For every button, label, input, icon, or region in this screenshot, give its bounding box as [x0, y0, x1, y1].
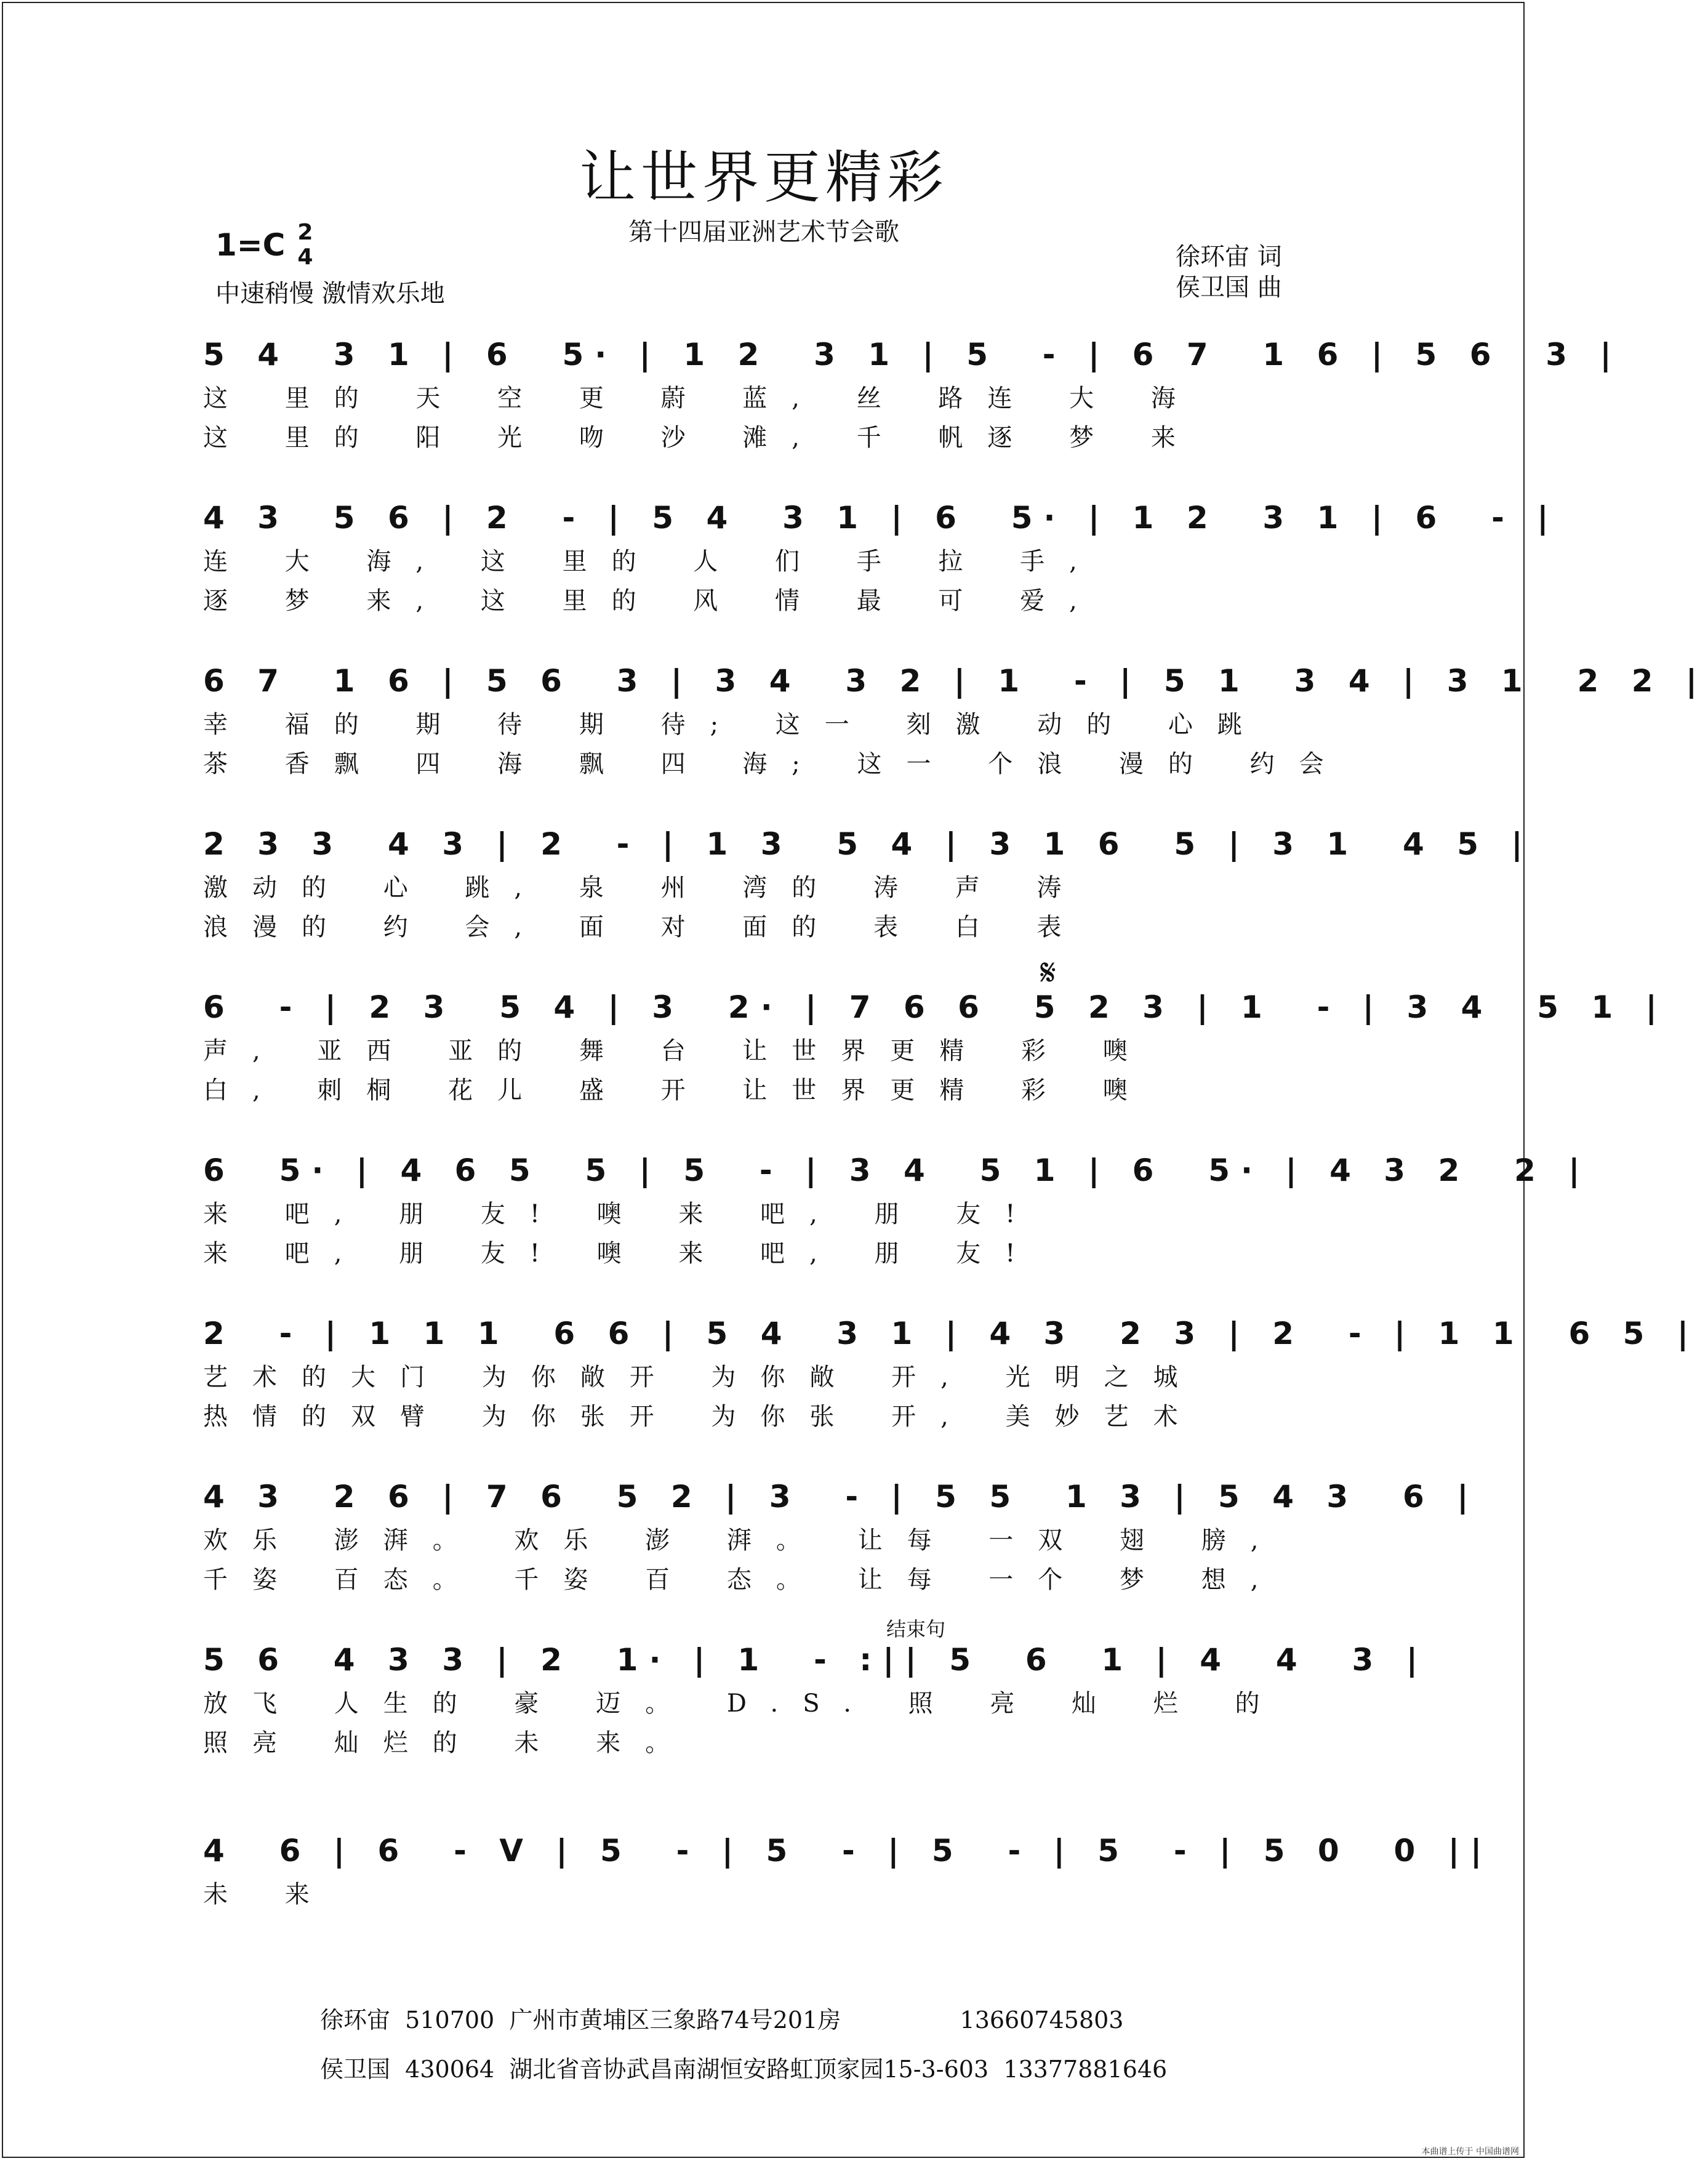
- key-label: 1=C: [215, 227, 286, 263]
- score-system: [203, 1453, 1480, 1600]
- notation-line: 5 4 3 1 | 6 5· | 1 2 3 1 | 5 - | 6 7 1 6 | 5 6 3 |: [203, 337, 1622, 372]
- credits: [1176, 241, 1282, 303]
- contact-lyricist: 徐环宙 510700 广州市黄埔区三象路74号201房 13660745803: [320, 2006, 1124, 2034]
- lyric-verse-1: 欢乐 澎湃。 欢乐 澎 湃。 让每 一双 翅 膀,: [203, 1526, 1283, 1555]
- lyric-verse-2: 浪漫的 约 会, 面 对 面的 表 白 表: [203, 913, 1086, 941]
- lyric-verse-1: 幸 福的 期 待 期 待; 这一 刻激 动的 心跳: [203, 710, 1267, 739]
- lyric-verse-2: 照亮 灿烂的 未 来。: [203, 1729, 695, 1757]
- score-system: [203, 1290, 1700, 1436]
- lyric-verse-2: 这 里的 阳 光 吻 沙 滩, 千 帆逐 梦 来: [203, 424, 1200, 452]
- time-bottom: 4: [297, 244, 313, 270]
- notation-line: 6 7 1 6 | 5 6 3 | 3 4 3 2 | 1 - | 5 1 3 4 | 3 1 2 2 |: [203, 663, 1708, 699]
- notation-line: 4 6 | 6 - V | 5 - | 5 - | 5 - | 5 - | 5 0 0 ||: [203, 1833, 1493, 1869]
- score-system: [203, 1127, 1591, 1273]
- dal-segno-sign: 𝄋: [1040, 951, 1056, 994]
- lyric-verse-2: 热情的双臂 为你张开 为你张 开, 美妙艺术: [203, 1402, 1203, 1431]
- key-signature: [215, 220, 313, 270]
- footer-watermark: 本曲谱上传于 中国曲谱网: [1421, 2147, 1519, 2157]
- lyricist: 徐环宙 词: [1176, 243, 1282, 271]
- time-top: 2: [297, 220, 313, 245]
- lyric-verse-2: 千姿 百态。 千姿 百 态。 让每 一个 梦 想,: [203, 1566, 1283, 1594]
- lyric-verse-2: 来 吧, 朋 友! 噢 来 吧, 朋 友!: [203, 1239, 1040, 1268]
- score-system: [203, 474, 1560, 621]
- notation-line: 4 3 5 6 | 2 - | 5 4 3 1 | 6 5· | 1 2 3 1 | 6 - |: [203, 500, 1560, 536]
- score-system: [203, 800, 1534, 947]
- lyric-verse-1: 艺术的大门 为你敞开 为你敞 开, 光明之城: [203, 1363, 1203, 1391]
- notation-line: 6 5· | 4 6 5 5 | 5 - | 3 4 5 1 | 6 5· | 4 3 2 2 |: [203, 1153, 1591, 1188]
- tempo-marking: 中速稍慢 激情欢乐地: [215, 280, 445, 308]
- lyric-verse-2: [203, 1914, 1305, 1954]
- lyric-verse-1: 未 来: [203, 1880, 334, 1909]
- score-system: [203, 311, 1622, 457]
- lyric-verse-1: 激动的 心 跳, 泉 州 湾的 涛 声 涛: [203, 874, 1086, 902]
- lyric-verse-2: 白, 刺桐 花儿 盛 开 让世界更精 彩 噢: [203, 1076, 1152, 1105]
- notation-line: 5 6 4 3 3 | 2 1· | 1 - :|| 5 6 1 | 4 4 3 |: [203, 1642, 1429, 1678]
- score-system: [203, 964, 1668, 1110]
- lyric-verse-1: 来 吧, 朋 友! 噢 来 吧, 朋 友!: [203, 1200, 1040, 1228]
- song-subtitle: 第十四届亚洲艺术节会歌: [628, 218, 899, 246]
- notation-line: 2 3 3 4 3 | 2 - | 1 3 5 4 | 3 1 6 5 | 3 1 4 5 |: [203, 826, 1534, 862]
- lyric-verse-2: 茶 香飘 四 海 飘 四 海; 这一 个浪 漫的 约会: [203, 750, 1349, 778]
- notation-line: 4 3 2 6 | 7 6 5 2 | 3 - | 5 5 1 3 | 5 4 3 6 |: [203, 1479, 1480, 1515]
- score-system: [203, 1807, 1493, 1954]
- notation-line: 6 - | 2 3 5 4 | 3 2· | 7 6 6 5 2 3 | 1 - | 3 4 5 1 |: [203, 989, 1668, 1025]
- lyric-verse-1: 连 大 海, 这 里的 人 们 手 拉 手,: [203, 547, 1102, 576]
- song-title: 让世界更精彩: [579, 145, 948, 211]
- lyric-verse-1: 声, 亚西 亚的 舞 台 让世界更精 彩 噢: [203, 1037, 1152, 1065]
- lyric-verse-1: 这 里的 天 空 更 蔚 蓝, 丝 路连 大 海: [203, 384, 1200, 412]
- contact-composer: 侯卫国 430064 湖北省音协武昌南湖恒安路虹顶家园15-3-603 13377881646: [320, 2056, 1168, 2083]
- score-system: [203, 1616, 1429, 1763]
- composer: 侯卫国 曲: [1176, 273, 1282, 302]
- time-signature: [297, 220, 313, 270]
- ending-marker: 结束句: [886, 1617, 946, 1641]
- lyric-verse-1: 放飞 人生的 豪 迈。 D.S. 照 亮 灿 烂 的: [203, 1689, 1285, 1718]
- score-system: [203, 637, 1708, 784]
- notation-line: 2 - | 1 1 1 6 6 | 5 4 3 1 | 4 3 2 3 | 2 - | 1 1 6 5 |: [203, 1316, 1700, 1351]
- lyric-verse-2: 逐 梦 来, 这 里的 风 情 最 可 爱,: [203, 587, 1102, 615]
